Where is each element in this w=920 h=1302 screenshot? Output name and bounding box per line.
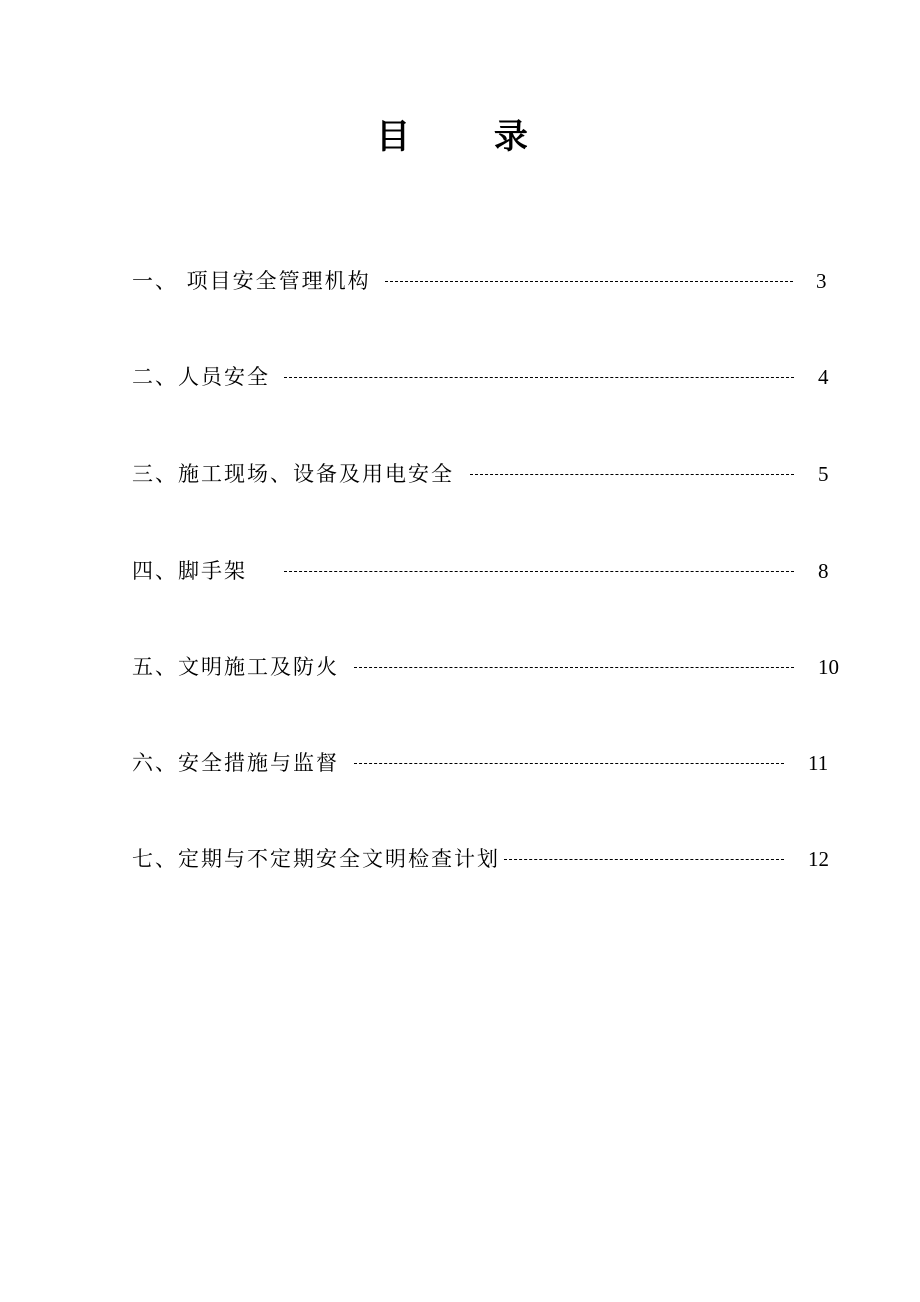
toc-leader-dots: [504, 859, 784, 860]
toc-leader-dots: [470, 474, 794, 475]
toc-entry-label: 二、人员安全: [132, 365, 270, 389]
toc-entry-3[interactable]: [132, 458, 842, 490]
toc-entry-1[interactable]: [132, 265, 832, 297]
toc-entry-page-number: 12: [808, 847, 829, 871]
toc-leader-dots: [354, 763, 784, 764]
toc-leader-dots: [385, 281, 793, 282]
page-title: 目 录: [376, 117, 564, 157]
toc-entry-7[interactable]: [132, 843, 852, 875]
toc-entry-page-number: 3: [816, 269, 827, 293]
toc-leader-dots: [354, 667, 794, 668]
toc-entry-5[interactable]: [132, 651, 852, 683]
toc-entry-page-number: 4: [818, 365, 829, 389]
toc-entry-label: 四、脚手架: [132, 559, 247, 583]
toc-entry-6[interactable]: [132, 747, 852, 779]
toc-leader-dots: [284, 377, 794, 378]
toc-entry-label: 一、 项目安全管理机构: [132, 269, 371, 293]
toc-entry-page-number: 10: [818, 655, 839, 679]
toc-entry-2[interactable]: [132, 361, 842, 393]
toc-entry-page-number: 11: [808, 751, 829, 775]
toc-entry-page-number: 5: [818, 462, 829, 486]
toc-entry-4[interactable]: [132, 555, 842, 587]
toc-entry-label: 五、文明施工及防火: [132, 655, 339, 679]
toc-entry-label: 六、安全措施与监督: [132, 751, 339, 775]
toc-entry-label: 七、定期与不定期安全文明检查计划: [132, 847, 500, 871]
toc-leader-dots: [284, 571, 794, 572]
toc-entry-page-number: 8: [818, 559, 829, 583]
toc-entry-label: 三、施工现场、设备及用电安全: [132, 462, 454, 486]
